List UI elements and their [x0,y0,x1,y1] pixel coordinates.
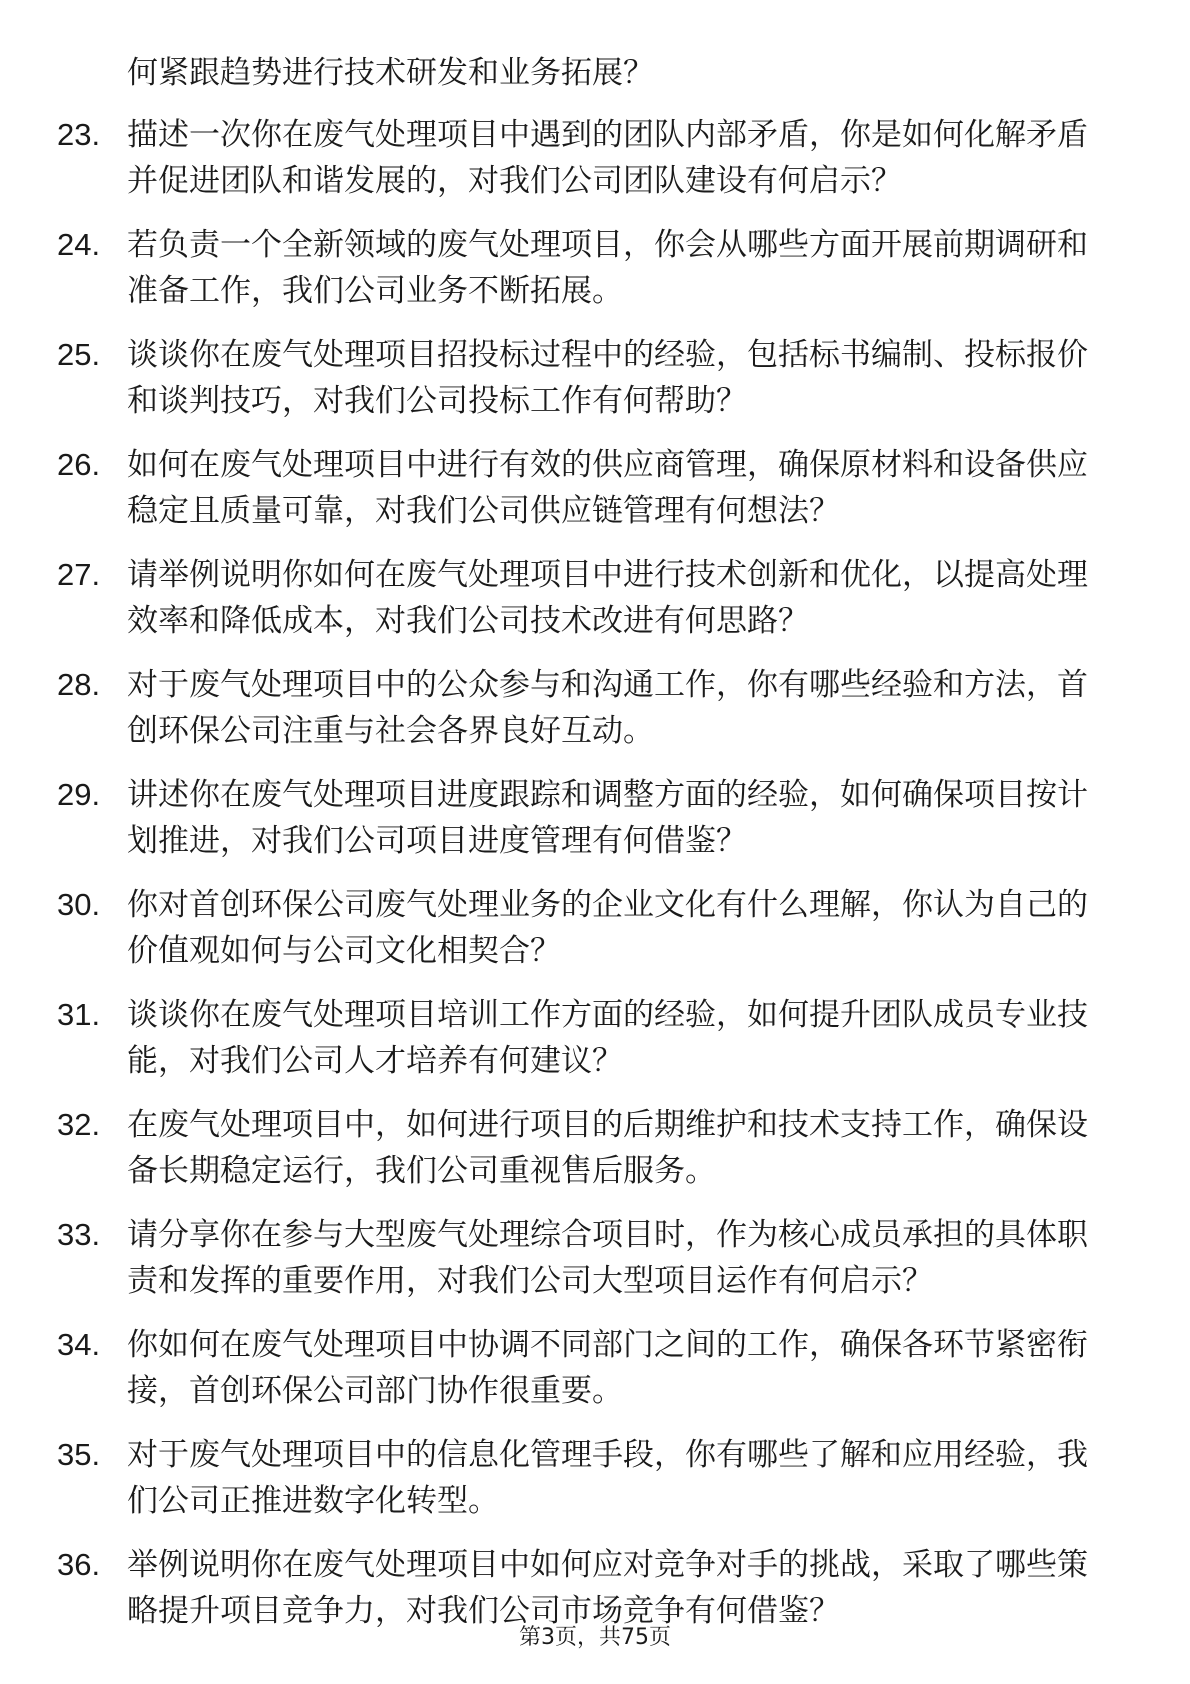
question-number: 34. [57,1327,101,1362]
question-item [57,222,1117,314]
question-item [57,1542,1117,1634]
page-number: 第3页，共75页 [519,1625,671,1650]
question-item [57,662,1117,754]
question-text: 描述一次你在废气处理项目中遇到的团队内部矛盾，你是如何化解矛盾并促进团队和谐发展的，对我们公司团队建设有何启示？ [127,117,1088,199]
question-text: 对于废气处理项目中的信息化管理手段，你有哪些了解和应用经验，我们公司正推进数字化转型。 [127,1437,1088,1519]
question-number: 36. [57,1547,101,1582]
question-list [57,112,1117,1652]
question-number: 23. [57,117,101,152]
question-item [57,1432,1117,1524]
question-number: 32. [57,1107,101,1142]
question-item [57,1212,1117,1304]
question-text: 对于废气处理项目中的公众参与和沟通工作，你有哪些经验和方法，首创环保公司注重与社会各界良好互动。 [127,667,1088,749]
question-number: 30. [57,887,101,922]
question-item [57,112,1117,204]
question-text: 在废气处理项目中，如何进行项目的后期维护和技术支持工作，确保设备长期稳定运行，我们公司重视售后服务。 [127,1107,1088,1189]
question-text: 若负责一个全新领域的废气处理项目，你会从哪些方面开展前期调研和准备工作，我们公司业务不断拓展。 [127,227,1088,309]
question-text: 如何在废气处理项目中进行有效的供应商管理，确保原材料和设备供应稳定且质量可靠，对我们公司供应链管理有何想法？ [127,447,1088,529]
question-item [57,1322,1117,1414]
question-item [57,332,1117,424]
question-number: 28. [57,667,101,702]
question-item [57,1102,1117,1194]
question-text: 你对首创环保公司废气处理业务的企业文化有什么理解，你认为自己的价值观如何与公司文化相契合？ [127,887,1088,969]
continuation-text: 何紧跟趋势进行技术研发和业务拓展？ [127,55,654,91]
question-item [57,992,1117,1084]
question-number: 26. [57,447,101,482]
question-text: 请举例说明你如何在废气处理项目中进行技术创新和优化，以提高处理效率和降低成本，对我们公司技术改进有何思路？ [127,557,1088,639]
question-text: 举例说明你在废气处理项目中如何应对竞争对手的挑战，采取了哪些策略提升项目竞争力，对我们公司市场竞争有何借鉴？ [127,1547,1088,1629]
question-text: 讲述你在废气处理项目进度跟踪和调整方面的经验，如何确保项目按计划推进，对我们公司项目进度管理有何借鉴？ [127,777,1088,859]
question-number: 25. [57,337,101,372]
question-number: 35. [57,1437,101,1472]
question-text: 谈谈你在废气处理项目培训工作方面的经验，如何提升团队成员专业技能，对我们公司人才培养有何建议？ [127,997,1088,1079]
question-item [57,772,1117,864]
question-text: 请分享你在参与大型废气处理综合项目时，作为核心成员承担的具体职责和发挥的重要作用，对我们公司大型项目运作有何启示？ [127,1217,1088,1299]
question-number: 24. [57,227,101,262]
question-number: 31. [57,997,101,1032]
question-text: 谈谈你在废气处理项目招投标过程中的经验，包括标书编制、投标报价和谈判技巧，对我们公司投标工作有何帮助？ [127,337,1088,419]
question-number: 27. [57,557,101,592]
question-item [57,552,1117,644]
question-item [57,442,1117,534]
question-number: 29. [57,777,101,812]
question-number: 33. [57,1217,101,1252]
question-item [57,882,1117,974]
question-text: 你如何在废气处理项目中协调不同部门之间的工作，确保各环节紧密衔接，首创环保公司部门协作很重要。 [127,1327,1088,1409]
